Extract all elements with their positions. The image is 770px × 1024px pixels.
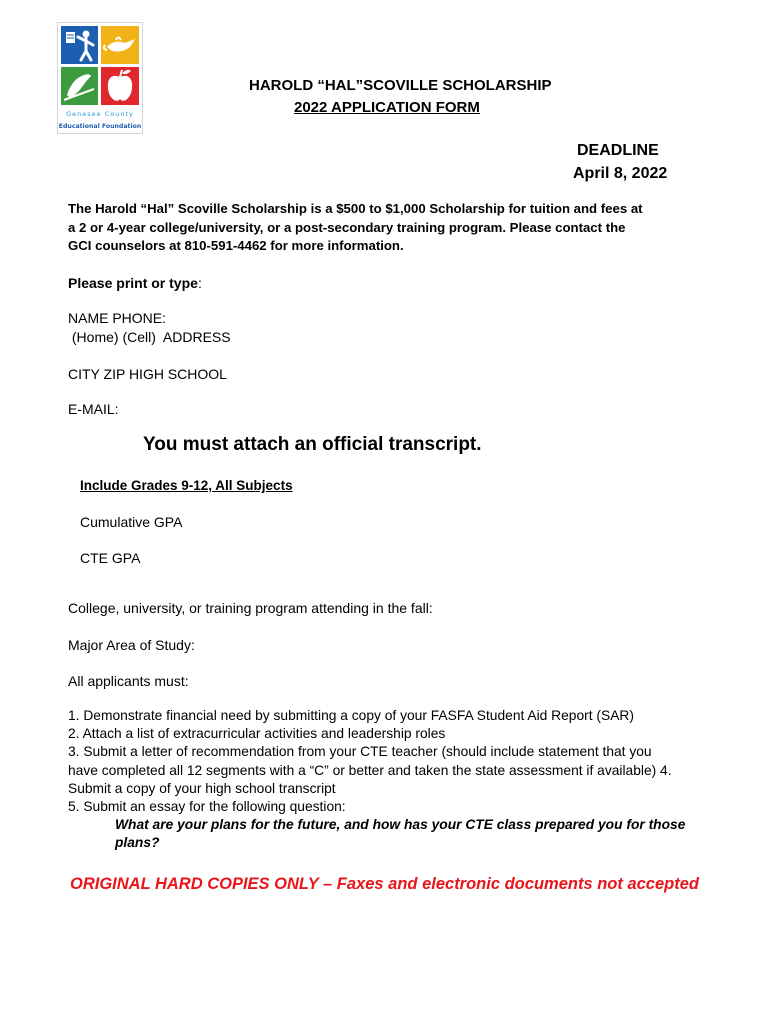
print-instruction-colon: : xyxy=(197,275,202,291)
grades-heading: Include Grades 9-12, All Subjects xyxy=(80,478,293,493)
college-label: College, university, or training program attending in the fall: xyxy=(68,600,433,616)
transcript-heading: You must attach an official transcript. xyxy=(143,434,482,455)
deadline-label: DEADLINE xyxy=(577,142,659,159)
intro-line: a 2 or 4-year college/university, or a post-secondary training program. Please contact the xyxy=(68,219,626,235)
logo-text-county: Genesee County xyxy=(66,110,134,118)
requirement-item: 3. Submit a letter of recommendation from your CTE teacher (should include statement that you xyxy=(68,744,652,760)
essay-question-continued: plans? xyxy=(115,835,160,851)
page-subtitle: 2022 APPLICATION FORM xyxy=(294,99,480,116)
essay-question: What are your plans for the future, and how has your CTE class prepared you for those xyxy=(115,817,686,833)
foundation-logo xyxy=(57,22,143,134)
logo-graphic xyxy=(58,23,142,133)
home-cell-address-label: (Home) (Cell) ADDRESS xyxy=(68,329,231,345)
intro-line: The Harold “Hal” Scoville Scholarship is a $500 to $1,000 Scholarship for tuition and fees at xyxy=(68,201,643,216)
requirement-item: have completed all 12 segments with a “C” or better and taken the state assessment if available) 4. xyxy=(68,762,672,778)
print-instruction xyxy=(68,275,202,291)
requirement-item: 2. Attach a list of extracurricular activities and leadership roles xyxy=(68,726,446,742)
requirement-item: Submit a copy of your high school transcript xyxy=(68,780,336,796)
deadline-date: April 8, 2022 xyxy=(573,165,668,182)
city-zip-school-label: CITY ZIP HIGH SCHOOL xyxy=(68,366,227,382)
cumulative-gpa-label: Cumulative GPA xyxy=(80,514,183,530)
cte-gpa-label: CTE GPA xyxy=(80,550,141,566)
page-title: HAROLD “HAL”SCOVILLE SCHOLARSHIP xyxy=(249,77,552,94)
name-phone-label: NAME PHONE: xyxy=(68,310,167,326)
lamp-icon xyxy=(101,26,139,64)
requirements-list xyxy=(68,707,758,853)
applicants-must-label: All applicants must: xyxy=(68,673,189,689)
requirement-item: 5. Submit an essay for the following question: xyxy=(68,799,346,815)
print-instruction-text: Please print or type xyxy=(68,275,198,291)
major-label: Major Area of Study: xyxy=(68,637,195,653)
hard-copy-notice: ORIGINAL HARD COPIES ONLY – Faxes and electronic documents not accepted xyxy=(70,875,699,893)
teacher-icon xyxy=(61,26,98,64)
email-label: E-MAIL: xyxy=(68,401,119,417)
bird-icon xyxy=(61,67,98,105)
logo-text-foundation: Educational Foundation xyxy=(58,123,142,130)
intro-paragraph xyxy=(68,200,748,256)
requirement-item: 1. Demonstrate financial need by submitting a copy of your FASFA Student Aid Report (SAR) xyxy=(68,708,634,723)
intro-line: GCI counselors at 810-591-4462 for more information. xyxy=(68,238,404,253)
apple-icon xyxy=(101,67,139,105)
